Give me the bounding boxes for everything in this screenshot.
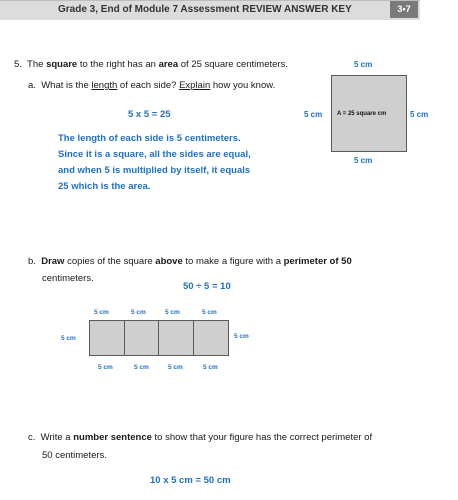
fig-square [158,320,194,356]
fig-square [193,320,229,356]
fig-top-label: 5 cm [94,309,109,316]
fig-top-label: 5 cm [202,309,217,316]
fig-bottom-label: 5 cm [134,364,149,371]
stem-mid: to the right has an [77,59,159,70]
stem-pre: The [27,59,47,70]
part-c-question [28,432,372,443]
part-b-q-mid2: to make a figure with a [182,256,284,267]
part-a-letter: a. [28,80,36,91]
problem-number: 5. [14,59,22,70]
square-right-label: 5 cm [410,110,429,119]
header-title: Grade 3, End of Module 7 Assessment REVIEW ANSWER KEY [58,4,352,15]
fig-bottom-label: 5 cm [98,364,113,371]
part-b-q-mid: copies of the square [64,256,156,267]
fig-left-label: 5 cm [61,335,76,342]
part-b-q-above: above [155,256,183,267]
part-a-q-mid: of each side? [117,80,180,91]
part-a-q-length: length [91,80,118,91]
stem-square: square [46,59,78,70]
part-c-question-line2: 50 centimeters. [42,450,107,461]
part-a-question [28,80,275,91]
square-bottom-label: 5 cm [354,156,373,165]
part-a-q-explain: Explain [179,80,211,91]
fig-right-label: 5 cm [234,333,249,340]
answer-line: and when 5 is multiplied by itself, it equals [58,165,251,176]
fig-square [124,320,160,356]
fig-square [89,320,125,356]
answer-line: 25 which is the area. [58,181,151,192]
part-a-q-post: how you know. [210,80,276,91]
part-c-letter: c. [28,432,36,443]
fig-top-label: 5 cm [131,309,146,316]
answer-line: Since it is a square, all the sides are equal, [58,149,251,160]
fig-top-label: 5 cm [165,309,180,316]
part-b-equation: 50 ÷ 5 = 10 [183,281,231,292]
fig-bottom-label: 5 cm [168,364,183,371]
part-b-question-line2: centimeters. [42,273,94,284]
square-left-label: 5 cm [304,110,323,119]
part-c-q-pre: Write a [40,432,74,443]
square-top-label: 5 cm [354,60,373,69]
fig-bottom-label: 5 cm [203,364,218,371]
part-c-q-post: to show that your figure has the correct perimeter of [151,432,373,443]
part-c-q-bold: number sentence [73,432,152,443]
problem-stem [14,59,288,70]
part-c-answer: 10 x 5 cm = 50 cm [150,475,231,486]
part-a-answer [58,131,251,195]
part-b-q-draw: Draw [41,256,65,267]
part-a-equation: 5 x 5 = 25 [128,109,171,120]
stem-post: of 25 square centimeters. [178,59,288,70]
part-b-question [28,256,352,267]
page-header [0,0,420,20]
part-b-q-perimeter: perimeter of 50 [283,256,352,267]
answer-line: The length of each side is 5 centimeters. [58,133,241,144]
module-badge: 3•7 [390,1,418,18]
stem-area: area [158,59,179,70]
part-a-q-pre: What is the [41,80,92,91]
square-area-label: A = 25 square cm [337,111,387,117]
part-b-letter: b. [28,256,36,267]
